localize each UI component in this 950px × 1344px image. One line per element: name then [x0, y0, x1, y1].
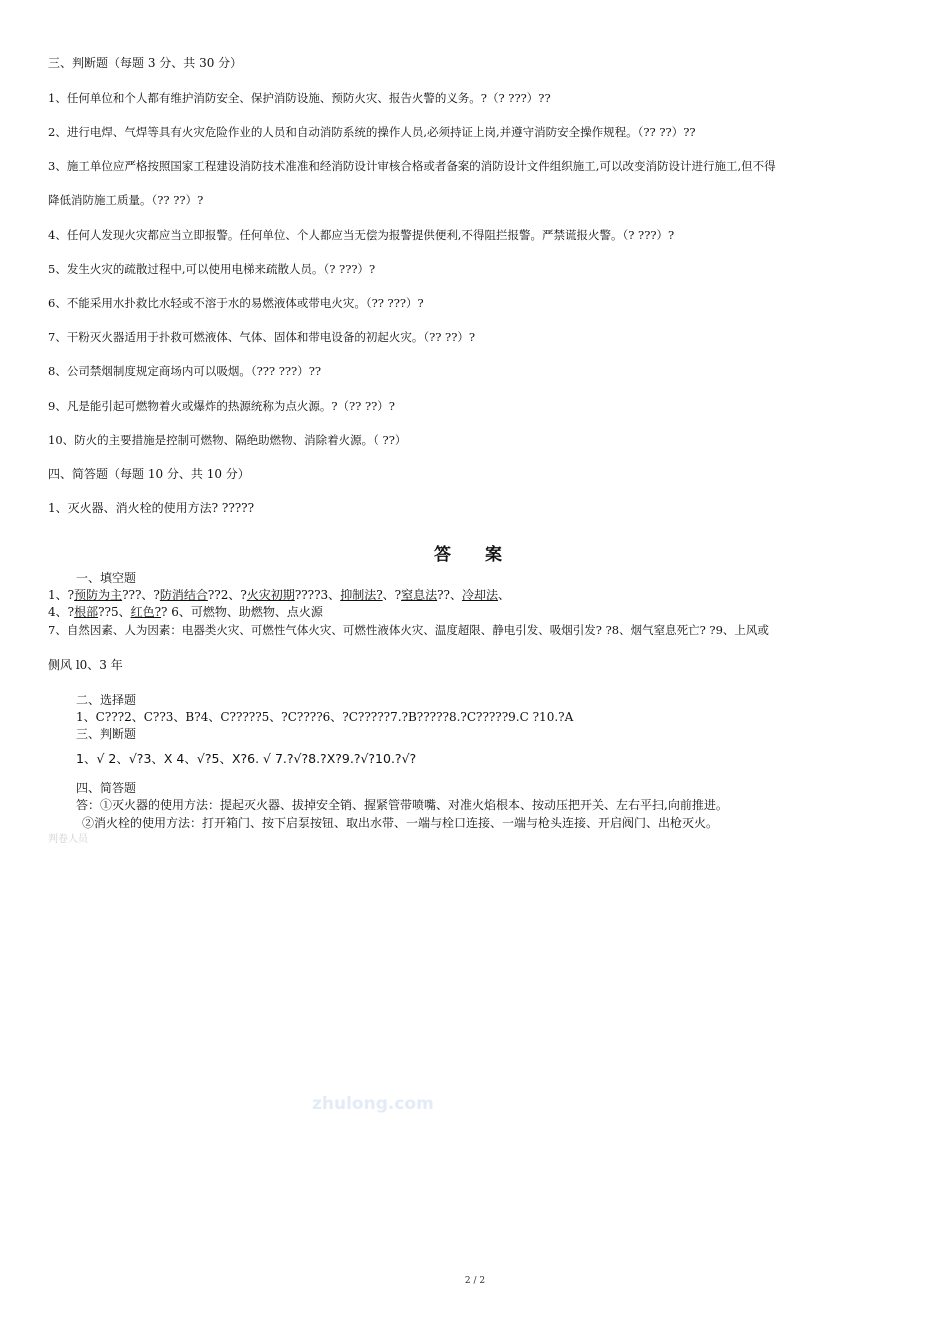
short-heading: 四、简答题（每题 10 分、共 10 分） [48, 467, 250, 481]
short-item-1: 1、灭火器、消火栓的使用方法? ????? [48, 501, 255, 515]
judge-item-5: 5、发生火灾的疏散过程中,可以使用电梯来疏散人员。（? ???）? [48, 262, 376, 276]
judge-item-1: 1、任何单位和个人都有维护消防安全、保护消防设施、预防火灾、报告火警的义务。?（? ???）?? [48, 91, 551, 105]
judge-item-10: 10、防火的主要措施是控制可燃物、隔绝助燃物、消除着火源。（ ??） [48, 433, 407, 447]
judge-heading: 三、判断题（每题 3 分、共 30 分） [48, 56, 243, 70]
short-answer-heading: 四、简答题 [76, 781, 137, 795]
choice-answers: 1、C???2、C??3、B?4、C?????5、?C????6、?C?????7.?B?????8.?C?????9.C ?10.?A [76, 710, 574, 724]
fill-answer: 窒息法 [401, 588, 438, 602]
judge-item-9: 9、凡是能引起可燃物着火或爆炸的热源统称为点火源。?（?? ??）? [48, 399, 395, 413]
judge-item-8: 8、公司禁烟制度规定商场内可以吸烟。（??? ???）?? [48, 364, 322, 378]
fill-text: 、 [497, 588, 510, 602]
judge-item-3-cont: 降低消防施工质量。（?? ??）? [48, 193, 204, 207]
short-answer-1: 答：①灭火器的使用方法：提起灭火器、拔掉安全销、握紧管带喷嘴、对准火焰根本、按动压把开关、左右平扫,向前推进。 [76, 798, 728, 812]
fill-text: 1、? [48, 588, 75, 602]
short-answer-2: ②消火栓的使用方法：打开箱门、按下启泵按钮、取出水带、一端与栓口连接、一端与枪头连接、开启阀门、出枪灭火。 [82, 816, 719, 830]
watermark: zhulong.com [312, 1094, 434, 1114]
fill-answer: 红色? [130, 605, 162, 619]
fill-line-3: 7、自然因素、人为因素：电器类火灾、可燃性气体火灾、可燃性液体火灾、温度超限、静电引发、吸烟引发? ?8、烟气窒息死亡? ?9、上风或 [48, 623, 769, 637]
judge-answer-heading: 三、判断题 [76, 727, 137, 741]
fill-text: 4、? [48, 605, 75, 619]
judge-item-4: 4、任何人发现火灾都应当立即报警。任何单位、个人都应当无偿为报警提供便利,不得阻拦报警。严禁谎报火警。（? ???）? [48, 228, 675, 242]
fill-heading: 一、填空题 [76, 571, 137, 585]
fill-answer: 火灾初期 [246, 588, 295, 602]
fill-text: ??5、 [98, 605, 131, 619]
fill-line-1 [48, 587, 510, 603]
fill-text: 、? [382, 588, 402, 602]
judge-item-6: 6、不能采用水扑救比水轻或不溶于水的易燃液体或带电火灾。（?? ???）? [48, 296, 424, 310]
choice-heading: 二、选择题 [76, 693, 137, 707]
fill-answer: 冷却法 [461, 588, 498, 602]
judge-answers: 1、√ 2、√?3、X 4、√?5、X?6. √ 7.?√?8.?X?9.?√?10.?√? [76, 751, 417, 766]
fill-line-2 [48, 604, 323, 620]
judge-item-7: 7、干粉灭火器适用于扑救可燃液体、气体、固体和带电设备的初起火灾。（?? ??）? [48, 330, 476, 344]
fill-answer: 根部 [74, 605, 99, 619]
fill-text: ??2、? [207, 588, 247, 602]
page-number: 2 / 2 [464, 1276, 486, 1286]
fill-text: ? 6、可燃物、助燃物、点火源 [161, 605, 323, 619]
judge-item-2: 2、进行电焊、气焊等具有火灾危险作业的人员和自动消防系统的操作人员,必须持证上岗,并遵守消防安全操作规程。（?? ??）?? [48, 125, 696, 139]
fill-answer: 防消结合 [159, 588, 208, 602]
fill-line-4: 侧风 l0、3 年 [48, 658, 123, 672]
fill-answer: 预防为主 [74, 588, 123, 602]
judge-item-3: 3、施工单位应严格按照国家工程建设消防技术准准和经消防设计审核合格或者备案的消防设计文件组织施工,可以改变消防设计进行施工,但不得 [48, 159, 776, 173]
fill-text: ??、 [437, 588, 462, 602]
answer-title: 答 案 [434, 545, 516, 565]
fill-answer: 抑制法? [340, 588, 383, 602]
fill-text: ????3、 [294, 588, 341, 602]
faint-note: 判卷人员 [48, 834, 88, 845]
fill-text: ???、? [122, 588, 160, 602]
